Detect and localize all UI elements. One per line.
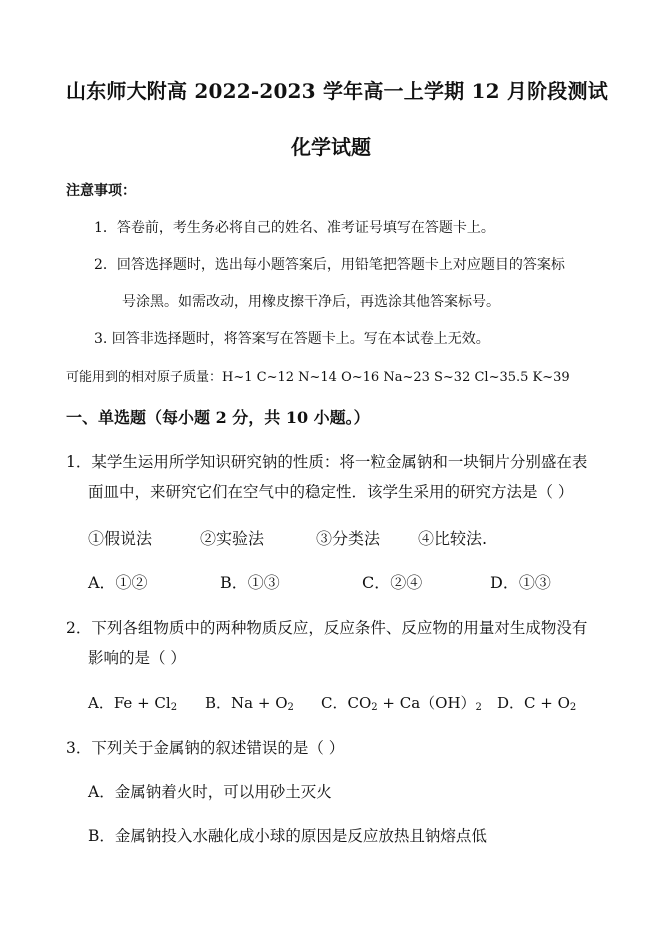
notice-item-2: 2．回答选择题时，选出每小题答案后，用铅笔把答题卡上对应题目的答案标 bbox=[94, 257, 565, 273]
q1-stem-line1: 1．某学生运用所学知识研究钠的性质：将一粒金属钠和一块铜片分别盛在表 bbox=[66, 453, 588, 471]
q2-stem-line2: 影响的是（ ） bbox=[88, 649, 186, 667]
q1-method-1: ①假说法 bbox=[88, 529, 153, 548]
q2-option-b[interactable]: B．$Na + O_2$ bbox=[205, 694, 294, 713]
exam-subtitle: 化学试题 bbox=[291, 135, 371, 159]
notice-item-1: 1．答卷前，考生务必将自己的姓名、准考证号填写在答题卡上。 bbox=[94, 220, 495, 236]
q1-option-a[interactable]: A．①② bbox=[88, 573, 148, 592]
q1-method-4: ④比较法. bbox=[418, 529, 488, 548]
q1-method-3: ③分类法 bbox=[316, 529, 381, 548]
q1-options bbox=[88, 570, 551, 593]
q1-stem-line2: 面皿中，来研究它们在空气中的稳定性．该学生采用的研究方法是（ ） bbox=[88, 483, 574, 501]
q2-option-d[interactable]: D．$C + O_2$ bbox=[497, 694, 577, 713]
notice-item-2-cont: 号涂黑。如需改动，用橡皮擦干净后，再选涂其他答案标号。 bbox=[122, 294, 500, 310]
q1-option-b[interactable]: B．①③ bbox=[220, 573, 280, 592]
q1-methods bbox=[88, 526, 487, 549]
atomic-masses: 可能用到的相对原子质量：H~1 C~12 N~14 O~16 Na~23 S~32 Cl~35.5 K~39 bbox=[66, 370, 570, 385]
q1-option-d[interactable]: D．①③ bbox=[490, 573, 551, 592]
notice-item-3: 3. 回答非选择题时，将答案写在答题卡上。写在本试卷上无效。 bbox=[94, 331, 490, 347]
q3-stem: 3．下列关于金属钠的叙述错误的是（ ） bbox=[66, 739, 345, 757]
q2-option-a[interactable]: A．$Fe + Cl_2$ bbox=[88, 694, 178, 713]
q1-option-c[interactable]: C．②④ bbox=[362, 573, 423, 592]
section-heading: 一、单选题（每小题 2 分，共 10 小题。） bbox=[66, 408, 370, 427]
q2-options bbox=[88, 692, 576, 713]
q2-option-c[interactable]: C．$CO_2 + Ca(OH)_2$ bbox=[321, 694, 482, 713]
q3-option-b[interactable]: B．金属钠投入水融化成小球的原因是反应放热且钠熔点低 bbox=[88, 827, 487, 845]
notice-heading: 注意事项： bbox=[66, 183, 136, 199]
q3-option-a[interactable]: A．金属钠着火时，可以用砂土灭火 bbox=[88, 783, 332, 801]
q1-method-2: ②实验法 bbox=[200, 529, 265, 548]
exam-title: 山东师大附高 2022-2023 学年高一上学期 12 月阶段测试 bbox=[66, 79, 608, 103]
q2-stem-line1: 2．下列各组物质中的两种物质反应，反应条件、反应物的用量对生成物没有 bbox=[66, 619, 588, 637]
